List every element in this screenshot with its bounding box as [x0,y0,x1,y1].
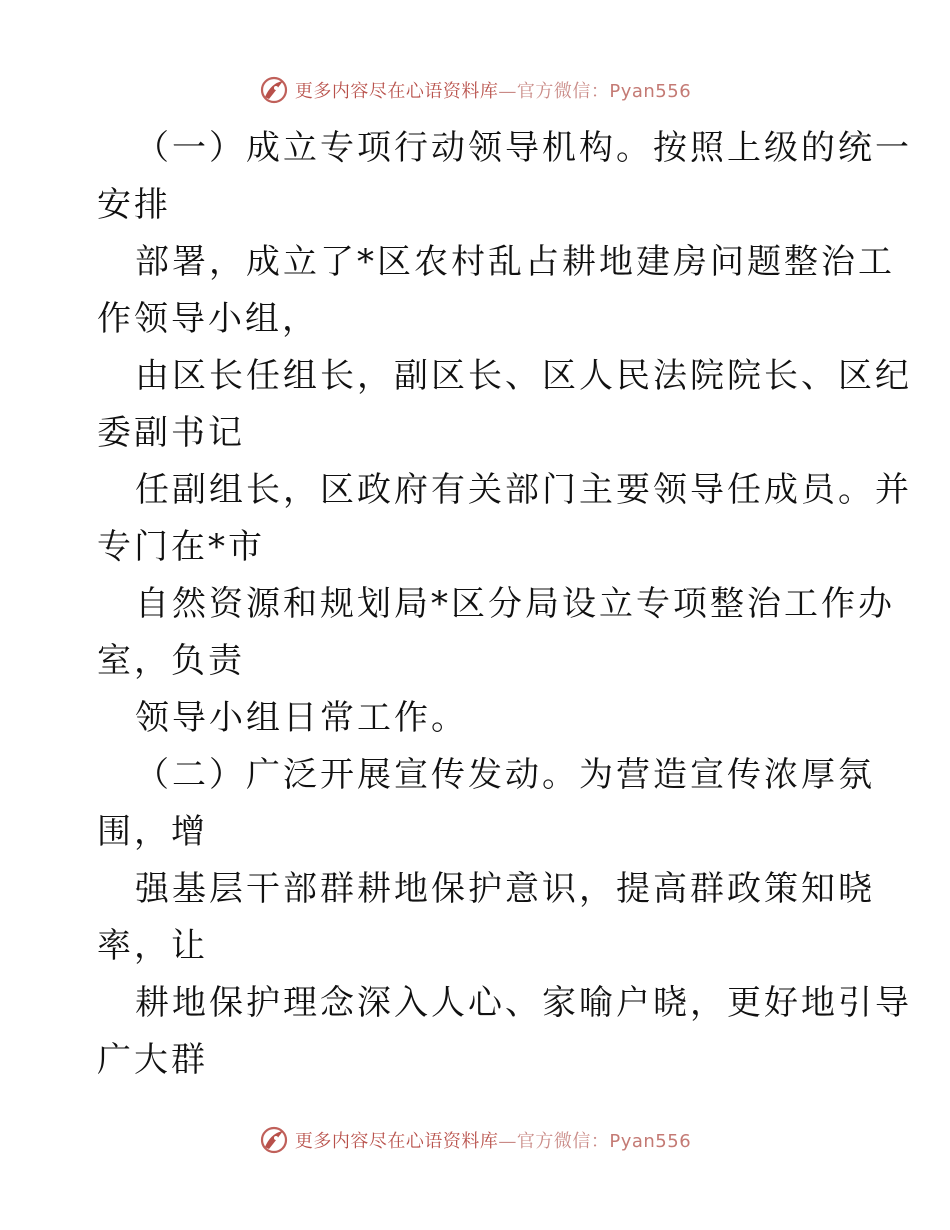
text-line: 领导小组日常工作。 [135,698,468,738]
watermark-wechat-handle: Pyan556 [609,81,692,102]
watermark-brand: 更多内容尽在心语资料库 [294,81,499,102]
watermark-brand: 更多内容尽在心语资料库 [294,1131,499,1152]
text-line: 强基层干部群耕地保护意识，提高群政策知晓 [135,869,875,909]
watermark-wechat-label: 官方微信： [516,1131,610,1152]
watermark-wechat-handle: Pyan556 [609,1131,692,1152]
text-line: 耕地保护理念深入人心、家喻户晓，更好地引导 [135,983,912,1023]
watermark-separator: — [498,1131,517,1152]
text-line: 室，负责 [97,641,245,681]
text-line: 率，让 [97,926,208,966]
text-line: 任副组长，区政府有关部门主要领导任成员。并 [135,470,912,510]
text-line: 围，增 [97,812,208,852]
pen-nib-swirl-icon [259,75,289,105]
document-body [97,120,912,1089]
text-line: 部署，成立了*区农村乱占耕地建房问题整治工 [135,242,895,282]
pen-nib-swirl-icon [259,1125,289,1155]
text-line: 安排 [97,185,171,225]
text-line: 广大群 [97,1040,208,1080]
text-line: 自然资源和规划局*区分局设立专项整治工作办 [135,584,895,624]
text-line: 专门在*市 [97,527,265,567]
watermark-wechat-label: 官方微信： [516,81,610,102]
text-line: 委副书记 [97,413,245,453]
text-line: 作领导小组， [97,299,319,339]
watermark-text [295,1127,691,1153]
text-line: （一）成立专项行动领导机构。按照上级的统一 [135,128,912,168]
text-line: 由区长任组长，副区长、区人民法院院长、区纪 [135,356,912,396]
text-line: （二）广泛开展宣传发动。为营造宣传浓厚氛 [135,755,875,795]
watermark-text [295,77,691,103]
header-watermark-banner [0,70,950,110]
footer-watermark-banner [0,1120,950,1160]
watermark-separator: — [498,81,517,102]
